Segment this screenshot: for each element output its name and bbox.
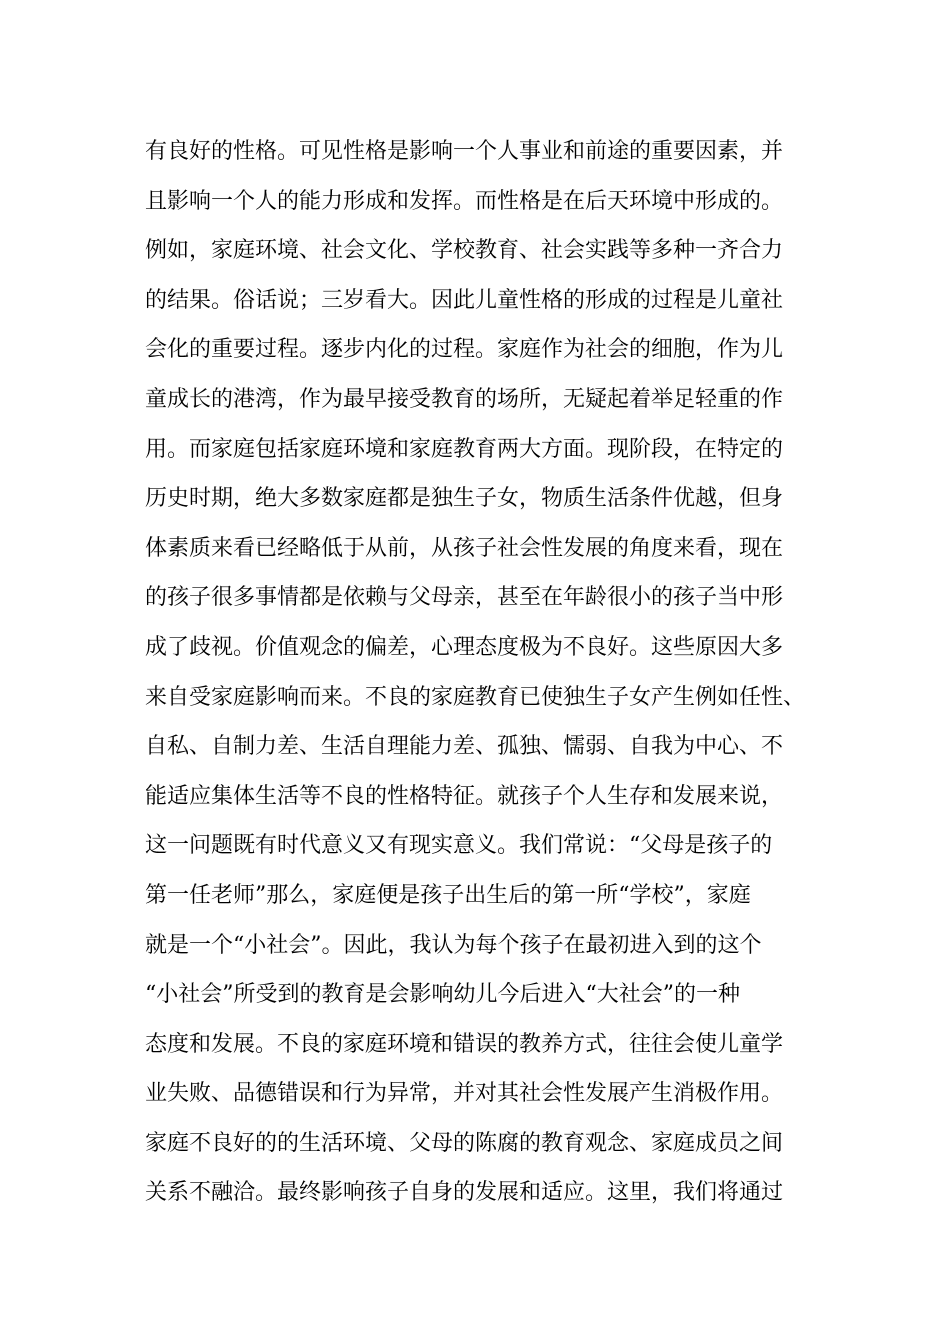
body-text	[145, 127, 835, 1218]
text-line: “小社会”所受到的教育是会影响幼儿今后进入“大社会”的一种	[145, 982, 740, 1008]
text-line: 例如，家庭环境、社会文化、学校教育、社会实践等多种一齐合力	[145, 238, 784, 264]
text-line: 的孩子很多事情都是依赖与父母亲，甚至在年龄很小的孩子当中形	[145, 585, 784, 611]
text-line: 的结果。俗话说；三岁看大。因此儿童性格的形成的过程是儿童社	[145, 287, 784, 313]
text-line: 自私、自制力差、生活自理能力差、孤独、懦弱、自我为中心、不	[145, 734, 784, 760]
text-line: 历史时期，绝大多数家庭都是独生子女，物质生活条件优越，但身	[145, 486, 784, 512]
text-line: 家庭不良好的的生活环境、父母的陈腐的教育观念、家庭成员之间	[145, 1130, 784, 1156]
text-line: 业失败、品德错误和行为异常，并对其社会性发展产生消极作用。	[145, 1081, 784, 1107]
text-line: 第一任老师”那么，家庭便是孩子出生后的第一所“学校”，家庭	[145, 882, 751, 908]
text-line: 成了歧视。价值观念的偏差，心理态度极为不良好。这些原因大多	[145, 634, 784, 660]
text-line: 有良好的性格。可见性格是影响一个人事业和前途的重要因素，并	[145, 139, 784, 164]
text-line: 这一问题既有时代意义又有现实意义。我们常说：“父母是孩子的	[145, 833, 773, 859]
text-line: 来自受家庭影响而来。不良的家庭教育已使独生子女产生例如任性、	[145, 684, 806, 710]
text-line: 且影响一个人的能力形成和发挥。而性格是在后天环境中形成的。	[145, 188, 784, 214]
text-line: 能适应集体生活等不良的性格特征。就孩子个人生存和发展来说，	[145, 783, 784, 809]
text-line: 态度和发展。不良的家庭环境和错误的教养方式，往往会使儿童学	[145, 1031, 784, 1057]
text-line: 就是一个“小社会”。因此，我认为每个孩子在最初进入到的这个	[145, 932, 762, 958]
text-line: 会化的重要过程。逐步内化的过程。家庭作为社会的细胞，作为儿	[145, 337, 784, 363]
text-line: 关系不融洽。最终影响孩子自身的发展和适应。这里，我们将通过	[145, 1180, 784, 1206]
text-line: 体素质来看已经略低于从前，从孩子社会性发展的角度来看，现在	[145, 535, 784, 561]
text-line: 用。而家庭包括家庭环境和家庭教育两大方面。现阶段，在特定的	[145, 436, 784, 462]
text-line: 童成长的港湾，作为最早接受教育的场所，无疑起着举足轻重的作	[145, 386, 784, 412]
